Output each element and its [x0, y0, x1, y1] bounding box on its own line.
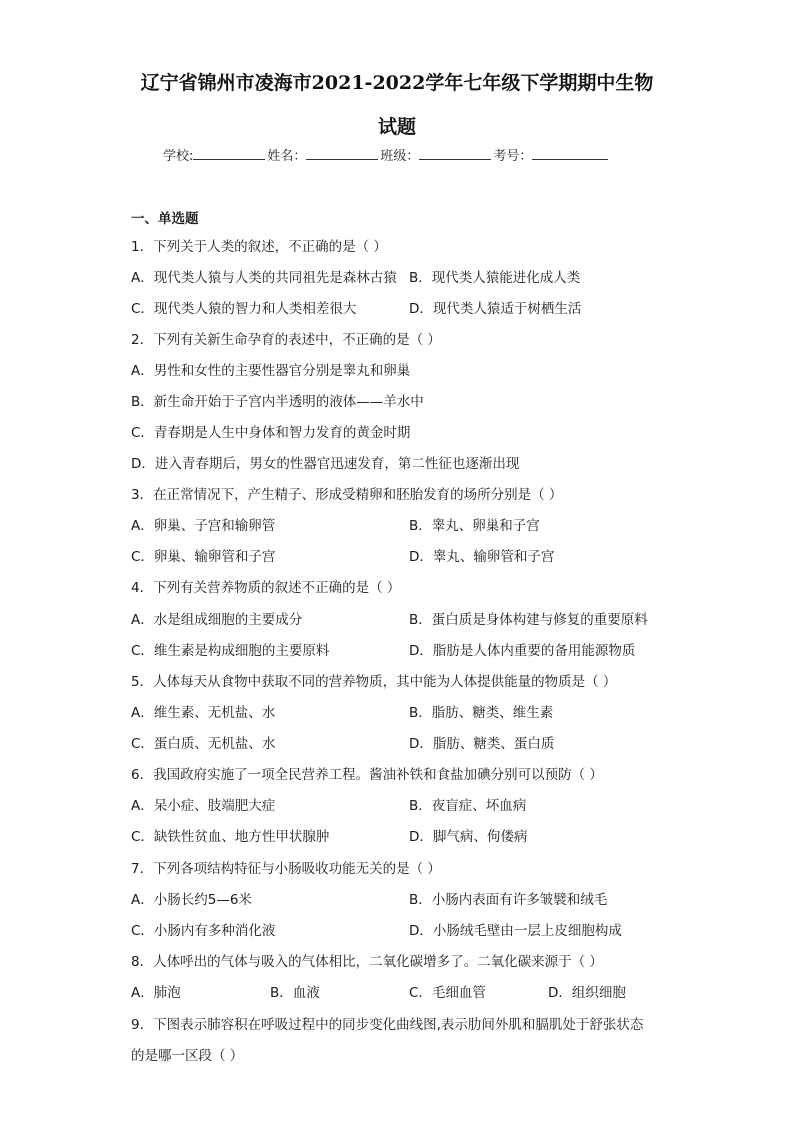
question-stem: 6．我国政府实施了一项全民营养工程。酱油补铁和食盐加碘分别可以预防（ ）: [131, 767, 603, 783]
option-d: D．现代类人猿适于树栖生活: [409, 301, 582, 317]
info-label-class: 班级：: [380, 149, 420, 164]
info-label-school: 学校:: [163, 149, 194, 164]
school-blank[interactable]: [193, 146, 265, 160]
option-b: B．新生命开始于子宫内半透明的液体——羊水中: [131, 394, 424, 410]
option-a: A．肺泡: [131, 985, 181, 1001]
option-c: C．青春期是人生中身体和智力发育的黄金时期: [131, 425, 411, 441]
option-b: B．睾丸、卵巢和子宫: [409, 518, 540, 534]
name-blank[interactable]: [306, 146, 378, 160]
question-stem: 8．人体呼出的气体与吸入的气体相比，二氧化碳增多了。二氧化碳来源于（ ）: [131, 954, 603, 970]
option-c: C．小肠内有多种消化液: [131, 923, 276, 939]
option-b: B．蛋白质是身体构建与修复的重要原料: [409, 612, 648, 628]
option-d: D．睾丸、输卵管和子宫: [409, 549, 555, 565]
question-stem: 2．下列有关新生命孕育的表述中，不正确的是（ ）: [131, 332, 441, 348]
option-a: A．现代类人猿与人类的共同祖先是森林古猿: [131, 270, 397, 286]
page-title: 辽宁省锦州市凌海市2021-2022学年七年级下学期期中生物: [140, 72, 654, 94]
question-stem: 1．下列关于人类的叙述，不正确的是（ ）: [131, 239, 387, 255]
question-stem-continued: 的是哪一区段（ ）: [131, 1048, 244, 1064]
page-title-line2: 试题: [377, 116, 416, 138]
question-stem: 5．人体每天从食物中获取不同的营养物质，其中能为人体提供能量的物质是（ ）: [131, 674, 617, 690]
option-d: D．组织细胞: [548, 985, 626, 1001]
option-d: D．脂肪是人体内重要的备用能源物质: [409, 643, 636, 659]
option-c: C．蛋白质、无机盐、水: [131, 736, 276, 752]
question-stem: 4．下列有关营养物质的叙述不正确的是（ ）: [131, 580, 401, 596]
option-d: D．脂肪、糖类、蛋白质: [409, 736, 555, 752]
option-b: B．脂肪、糖类、维生素: [409, 705, 554, 721]
option-c: C．卵巢、输卵管和子宫: [131, 549, 276, 565]
question-stem: 7．下列各项结构特征与小肠吸收功能无关的是（ ）: [131, 861, 441, 877]
option-a: A．呆小症、肢端肥大症: [131, 798, 276, 814]
option-a: A．维生素、无机盐、水: [131, 705, 276, 721]
option-a: A．水是组成细胞的主要成分: [131, 612, 303, 628]
exam-number-blank[interactable]: [532, 146, 608, 160]
class-blank[interactable]: [419, 146, 491, 160]
option-c: C．缺铁性贫血、地方性甲状腺肿: [131, 829, 330, 845]
info-label-name: 姓名：: [267, 149, 307, 164]
student-info-row: [163, 145, 610, 164]
info-label-exam-number: 考号：: [493, 149, 533, 164]
option-b: B．血液: [270, 985, 320, 1001]
question-stem: 3．在正常情况下，产生精子、形成受精卵和胚胎发育的场所分别是（ ）: [131, 487, 563, 503]
option-d: D．小肠绒毛壁由一层上皮细胞构成: [409, 923, 622, 939]
option-d: D．进入青春期后，男女的性器官迅速发育，第二性征也逐渐出现: [131, 456, 520, 472]
option-a: A．小肠长约5—6米: [131, 892, 252, 908]
option-b: B．夜盲症、坏血病: [409, 798, 527, 814]
option-c: C．现代类人猿的智力和人类相差很大: [131, 301, 357, 317]
question-stem: 9．下图表示肺容积在呼吸过程中的同步变化曲线图,表示肋间外肌和膈肌处于舒张状态: [131, 1017, 644, 1033]
option-c: C．毛细血管: [409, 985, 486, 1001]
option-a: A．卵巢、子宫和输卵管: [131, 518, 276, 534]
option-b: B．小肠内表面有许多皱襞和绒毛: [409, 892, 608, 908]
option-d: D．脚气病、佝偻病: [409, 829, 528, 845]
option-a: A．男性和女性的主要性器官分别是睾丸和卵巢: [131, 363, 411, 379]
section-heading: 一、单选题: [131, 211, 199, 227]
option-b: B．现代类人猿能进化成人类: [409, 270, 581, 286]
option-c: C．维生素是构成细胞的主要原料: [131, 643, 330, 659]
